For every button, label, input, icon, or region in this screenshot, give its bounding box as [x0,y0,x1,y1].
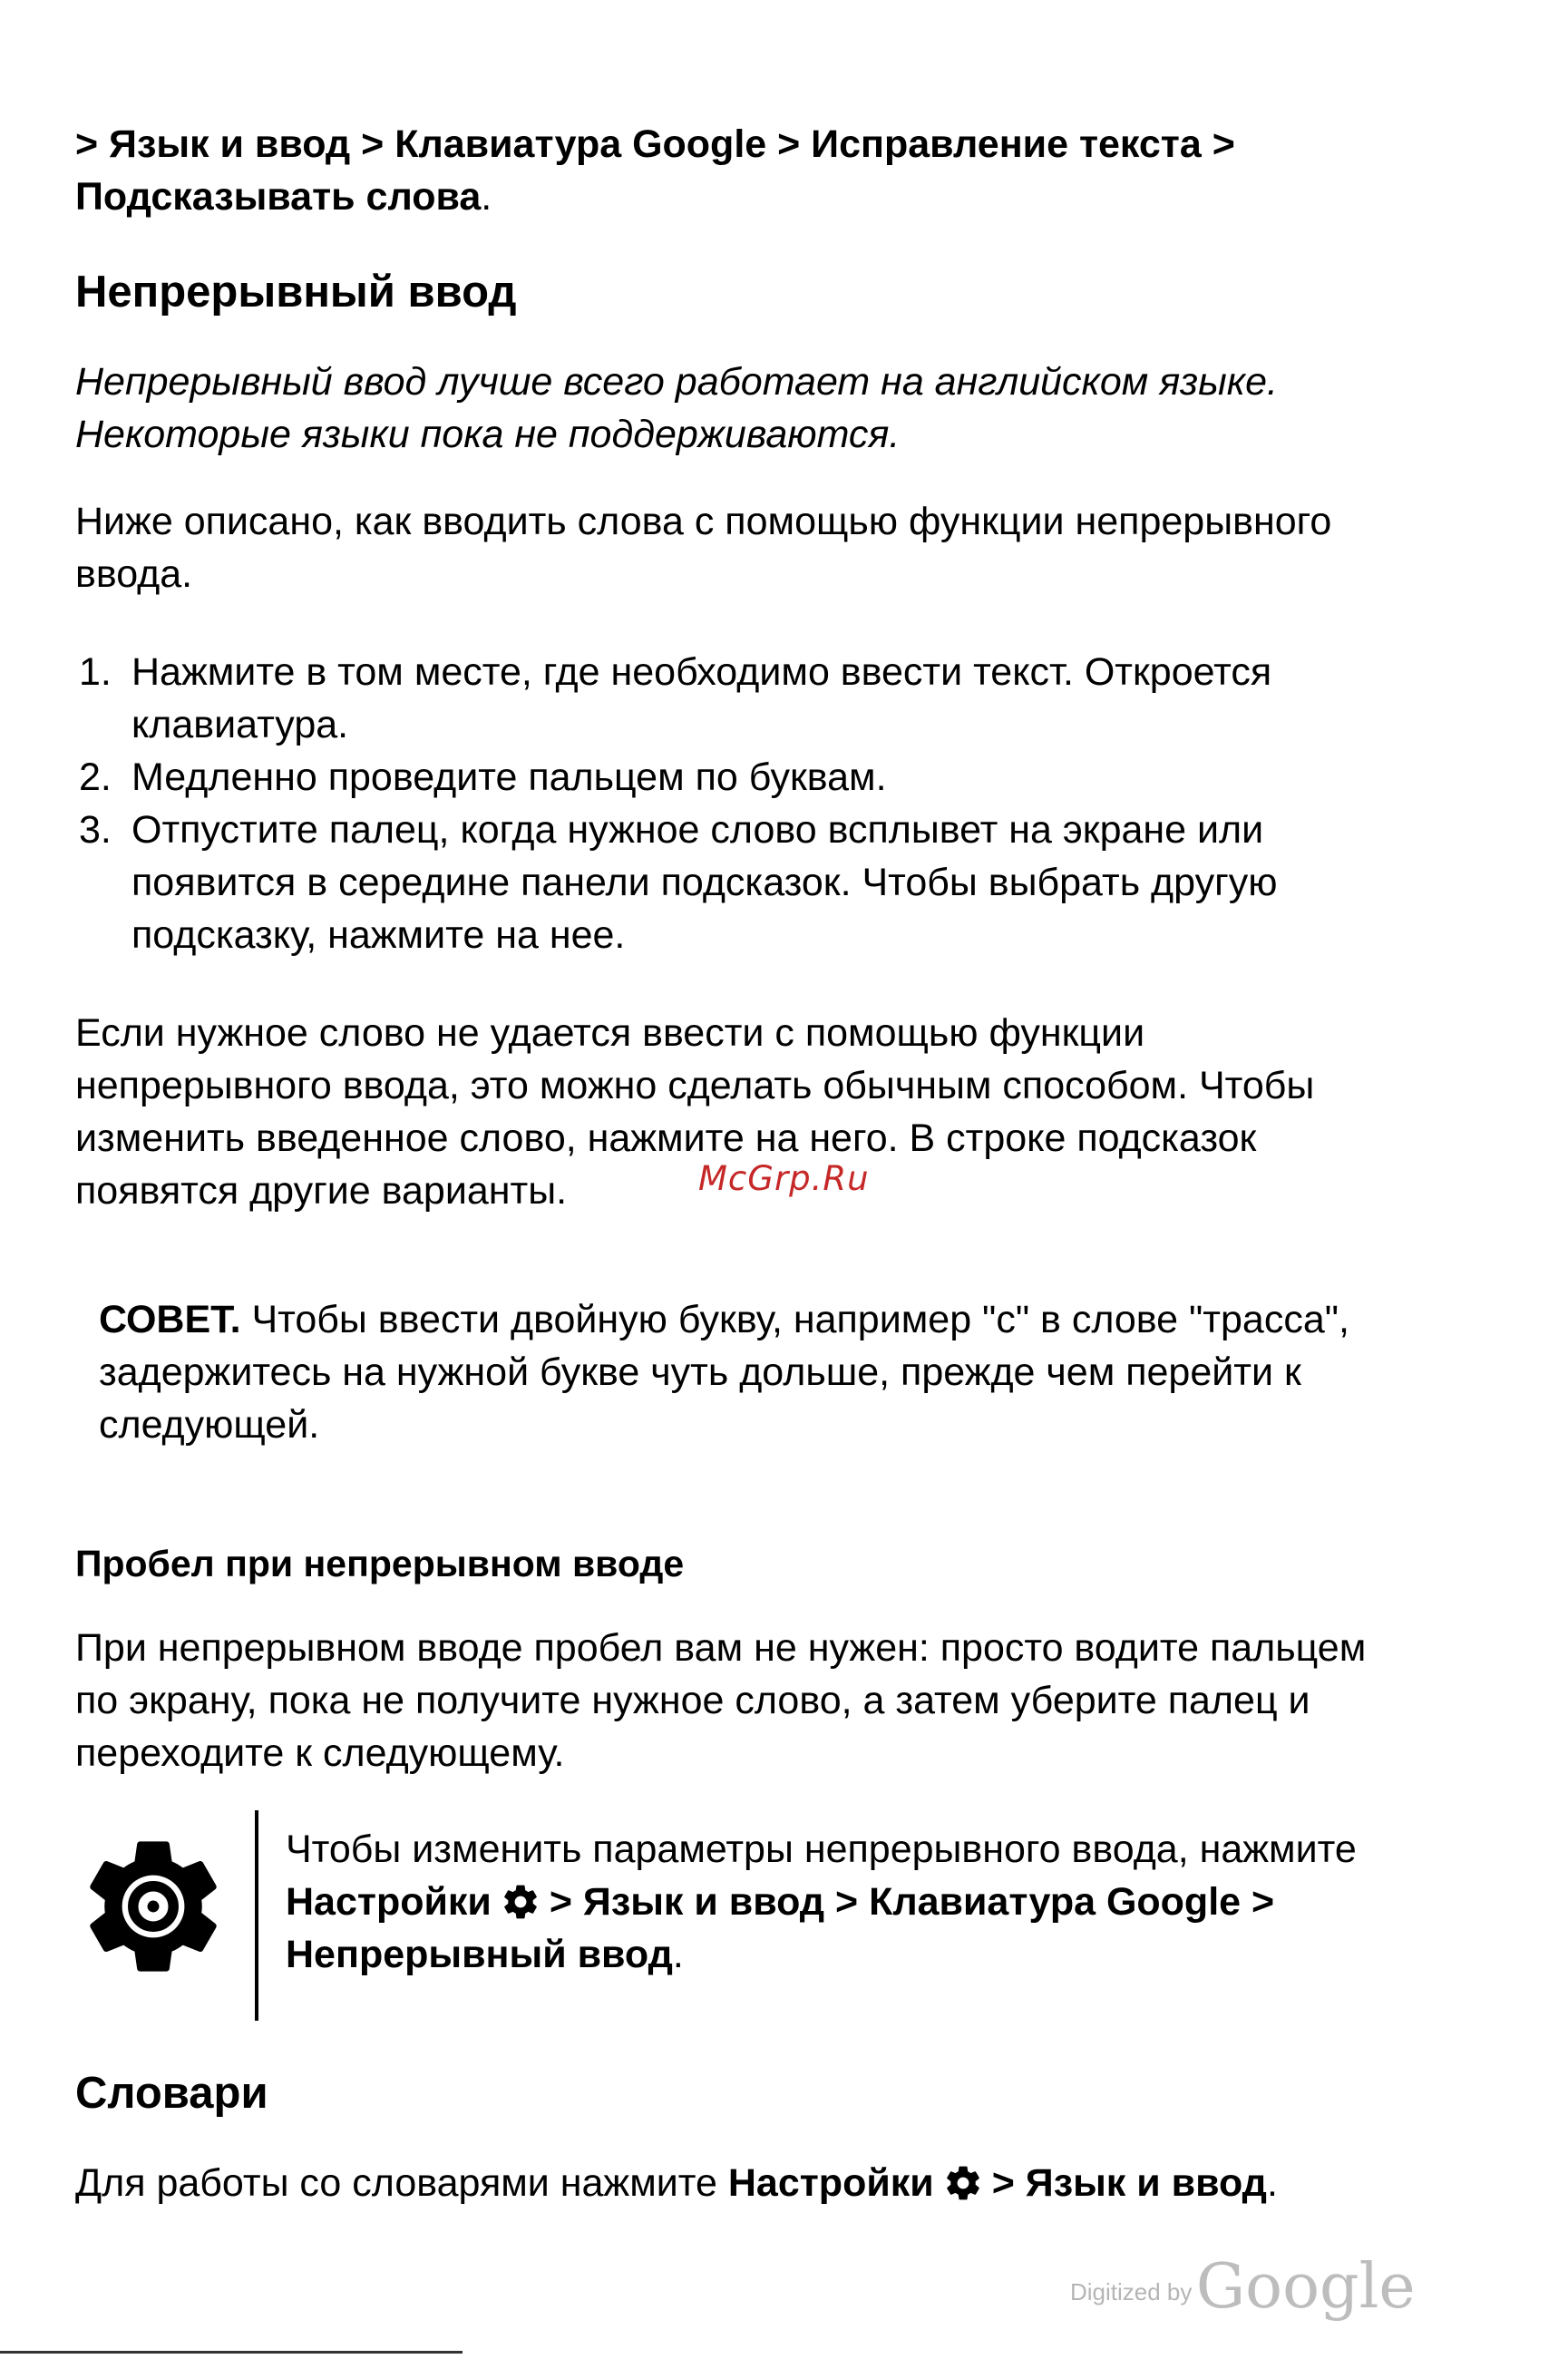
note-text [286,1823,1483,1981]
watermark: McGrp.Ru [698,1159,870,1198]
settings-path-line1: > Язык и ввод > Клавиатура Google > Исправление текста > [75,122,1235,166]
steps-list [75,646,1490,961]
page-bottom-rule [0,2351,463,2354]
tip-line3: следующей. [99,1403,320,1447]
fallback-paragraph-line3: изменить введенное слово, нажмите на него. В строке подсказок [75,1116,1257,1160]
tip-line2: задержитесь на нужной букве чуть дольше, прежде чем перейти к [99,1350,1301,1394]
fallback-paragraph-line2: непрерывного ввода, это можно сделать обычным способом. Чтобы [75,1064,1315,1107]
digitized-by-google: Digitized by Google [1070,2251,1416,2323]
tip-box [75,1293,1490,1451]
note-line1: Чтобы изменить параметры непрерывного ввода, нажмите [286,1828,1357,1871]
gear-icon [943,2163,983,2203]
tip-line1: СОВЕТ. Чтобы ввести двойную букву, например "с" в слове "трасса", [99,1298,1349,1341]
gear-icon [75,1828,231,1984]
space-paragraph-line3: переходите к следующему. [75,1731,565,1775]
settings-path-line2: Подсказывать слова. [75,175,492,219]
step-item: 1. Нажмите в том месте, где необходимо ввести текст. Откроется клавиатура. [79,650,1272,746]
dictionaries-paragraph: Для работы со словарями нажмите Настройки > Язык и ввод. [75,2161,1278,2205]
note-line2: Настройки > Язык и ввод > Клавиатура Google > [286,1880,1275,1924]
fallback-paragraph-line4: появятся другие варианты. [75,1169,568,1213]
italic-note-line2: Некоторые языки пока не поддерживаются. [75,413,901,456]
note-divider [255,1810,258,2021]
settings-note [75,1810,1490,2019]
tip-label: СОВЕТ. [99,1298,241,1341]
space-paragraph-line2: по экрану, пока не получите нужное слово, а затем уберите палец и [75,1679,1310,1722]
step-item: 3. Отпустите палец, когда нужное слово всплывет на экране или появится в середине панели подсказок. Чтобы выбрать другую подсказку, нажмите на нее. [79,808,1278,957]
intro-paragraph-line2: ввода. [75,552,193,596]
note-line3: Непрерывный ввод. [286,1933,684,1976]
fallback-paragraph-line1: Если нужное слово не удается ввести с помощью функции [75,1011,1145,1055]
gear-icon [501,1882,541,1922]
heading-dictionaries: Словари [75,2069,268,2118]
space-paragraph-line1: При непрерывном вводе пробел вам не нужен: просто водите пальцем [75,1626,1367,1670]
step-item: 2. Медленно проведите пальцем по буквам. [79,755,887,799]
italic-note-line1: Непрерывный ввод лучше всего работает на английском языке. [75,360,1278,404]
intro-paragraph-line1: Ниже описано, как вводить слова с помощью функции непрерывного [75,500,1332,543]
heading-continuous-input: Непрерывный ввод [75,268,517,317]
heading-space-continuous: Пробел при непрерывном вводе [75,1543,685,1584]
